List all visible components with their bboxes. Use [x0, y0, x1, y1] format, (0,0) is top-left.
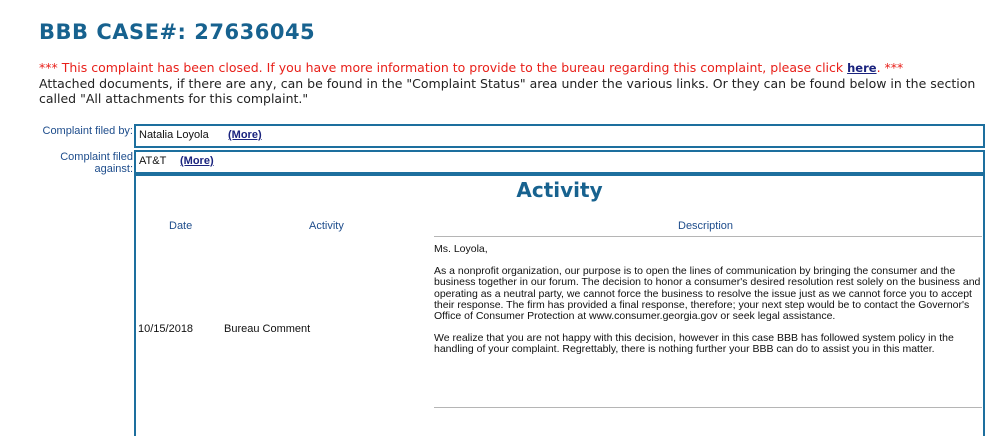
- activity-heading: Activity: [516, 178, 603, 202]
- closed-notice: [39, 60, 903, 75]
- closed-notice-text: *** This complaint has been closed. If you have more information to provide to the bureau regarding this complaint, please click: [39, 60, 848, 75]
- closed-notice-suffix: . ***: [876, 60, 904, 75]
- description-paragraph: As a nonprofit organization, our purpose is to open the lines of communication by bringing the consumer and the business together in our forum. The decision to honor a consumer's desired resolution rest solely on the business and operating as a neutral party, we cannot force the business to resolve the issue just as we cannot force you to accept their response. The firm has provided a final response, therefore; your next step would be to contact the Governor's Office of Consumer Protection at www.consumer.georgia.gov or seek legal assistance.: [434, 265, 981, 323]
- filed-by-box: [134, 124, 985, 148]
- attachments-note: Attached documents, if there are any, can be found in the "Complaint Status" area under the various links. Or they can be found below in the section called "All attachments for this complaint.": [39, 76, 976, 106]
- filed-against-box: [134, 150, 985, 174]
- column-header-activity: Activity: [309, 220, 344, 232]
- description-greeting: Ms. Loyola,: [434, 243, 488, 255]
- activity-panel: [134, 174, 985, 436]
- filed-against-more-link[interactable]: (More): [180, 155, 214, 167]
- header-divider: [434, 236, 982, 237]
- here-link[interactable]: here: [847, 61, 877, 75]
- column-header-date: Date: [169, 220, 193, 232]
- filed-by-name: Natalia Loyola: [139, 129, 209, 141]
- row-description: [434, 244, 982, 367]
- filed-against-name: AT&T: [139, 155, 167, 167]
- row-divider: [434, 407, 982, 408]
- description-paragraph: We realize that you are not happy with this decision, however in this case BBB has followed system policy in the handling of your complaint. Regrettably, there is nothing further your BBB can do to assist you in this matter.: [434, 332, 954, 356]
- filed-against-label: Complaint filed against:: [60, 151, 133, 175]
- row-date: 10/15/2018: [138, 323, 194, 335]
- filed-by-label: Complaint filed by:: [42, 125, 133, 137]
- case-title: BBB CASE#: 27636045: [39, 20, 316, 44]
- filed-by-more-link[interactable]: (More): [228, 129, 262, 141]
- row-activity: Bureau Comment: [224, 323, 311, 335]
- column-header-description: Description: [678, 220, 734, 232]
